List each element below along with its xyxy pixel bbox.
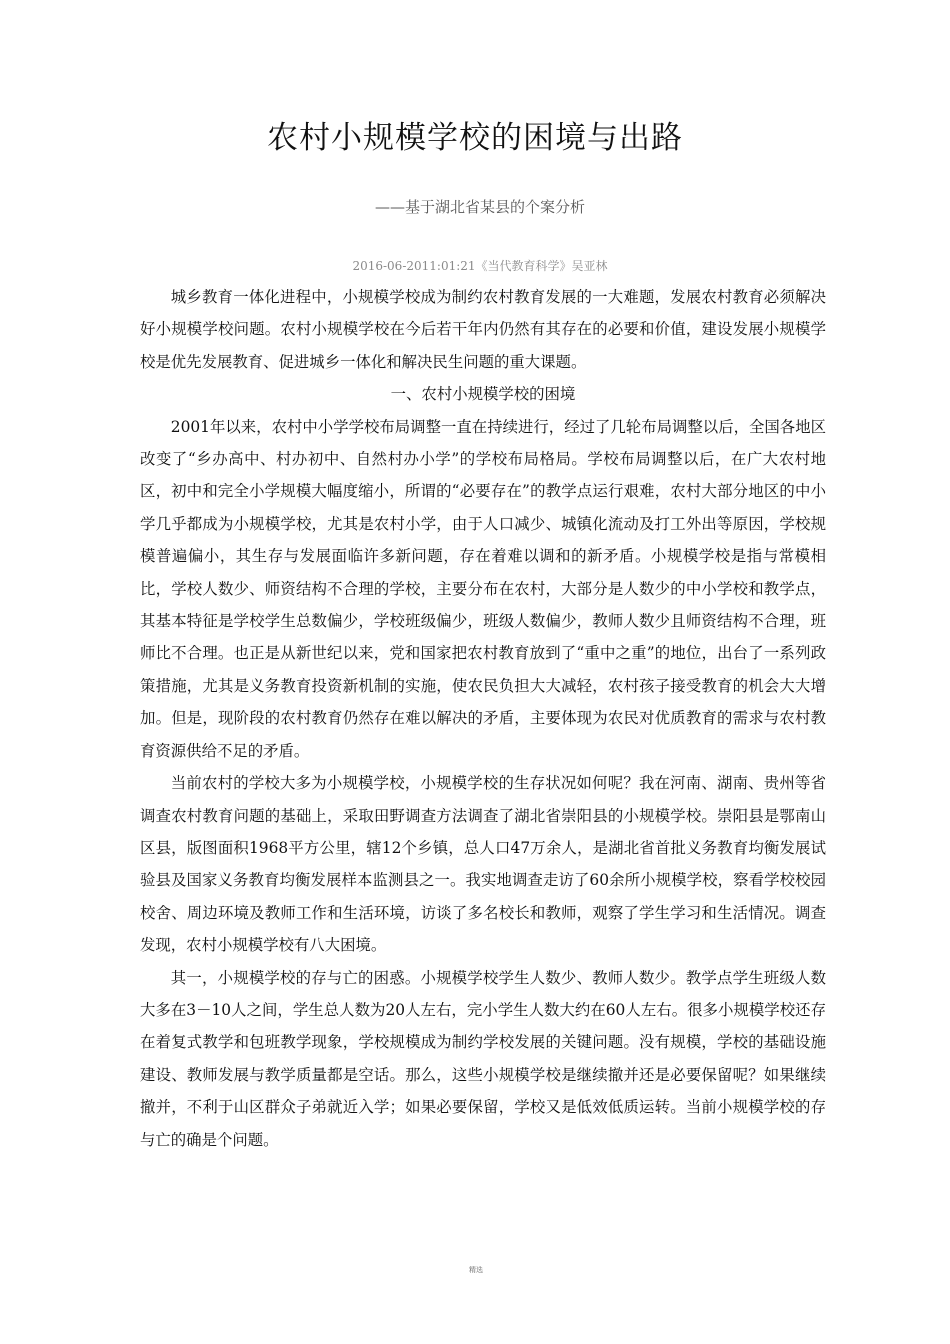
article-body	[140, 281, 826, 1156]
intro-paragraph: 城乡教育一体化进程中，小规模学校成为制约农村教育发展的一大难题，发展农村教育必须解决好小规模学校问题。农村小规模学校在今后若干年内仍然有其存在的必要和价值，建设发展小规模学校是优先发展教育、促进城乡一体化和解决民生问题的重大课题。	[140, 288, 826, 371]
document-subtitle: ——基于湖北省某县的个案分析	[374, 198, 585, 216]
publication-meta: 2016-06-2011:01:21《当代教育科学》吴亚林	[352, 259, 608, 273]
body-paragraph-1: 2001年以来，农村中小学学校布局调整一直在持续进行，经过了几轮布局调整以后，全国各地区改变了“乡办高中、村办初中、自然村办小学”的学校布局格局。学校布局调整以后，在广大农村地区，初中和完全小学规模大幅度缩小，所谓的“必要存在”的教学点运行艰难，农村大部分地区的中小学几乎都成为小规模学校，尤其是农村小学，由于人口减少、城镇化流动及打工外出等原因，学校规模普遍偏小，其生存与发展面临许多新问题，存在着难以调和的新矛盾。小规模学校是指与常模相比，学校人数少、师资结构不合理的学校，主要分布在农村，大部分是人数少的中小学校和教学点，其基本特征是学校学生总数偏少，学校班级偏少，班级人数偏少，教师人数少且师资结构不合理，班师比不合理。也正是从新世纪以来，党和国家把农村教育放到了“重中之重”的地位，出台了一系列政策措施，尤其是义务教育投资新机制的实施，使农民负担大大减轻，农村孩子接受教育的机会大大增加。但是，现阶段的农村教育仍然存在难以解决的矛盾，主要体现为农民对优质教育的需求与农村教育资源供给不足的矛盾。	[140, 417, 826, 760]
body-paragraph-2: 当前农村的学校大多为小规模学校，小规模学校的生存状况如何呢？我在河南、湖南、贵州等省调查农村教育问题的基础上，采取田野调查方法调查了湖北省崇阳县的小规模学校。崇阳县是鄂南山区县，版图面积1968平方公里，辖12个乡镇，总人口47万余人，是湖北省首批义务教育均衡发展试验县及国家义务教育均衡发展样本监测县之一。我实地调查走访了60余所小规模学校，察看学校校园校舍、周边环境及教师工作和生活环境，访谈了多名校长和教师，观察了学生学习和生活情况。调查发现，农村小规模学校有八大困境。	[140, 774, 826, 955]
section-heading: 一、农村小规模学校的困境	[390, 385, 576, 404]
body-paragraph-3: 其一，小规模学校的存与亡的困惑。小规模学校学生人数少、教师人数少。教学点学生班级人数大多在3－10人之间，学生总人数为20人左右，完小学生人数大约在60人左右。很多小规模学校还存在着复式教学和包班教学现象，学校规模成为制约学校发展的关键问题。没有规模，学校的基础设施建设、教师发展与教学质量都是空话。那么，这些小规模学校是继续撤并还是必要保留呢？如果继续撤并，不利于山区群众子弟就近入学；如果必要保留，学校又是低效低质运转。当前小规模学校的存与亡的确是个问题。	[140, 968, 826, 1149]
document-title: 农村小规模学校的困境与出路	[267, 120, 683, 156]
footer-mark: 精选	[469, 1266, 483, 1274]
